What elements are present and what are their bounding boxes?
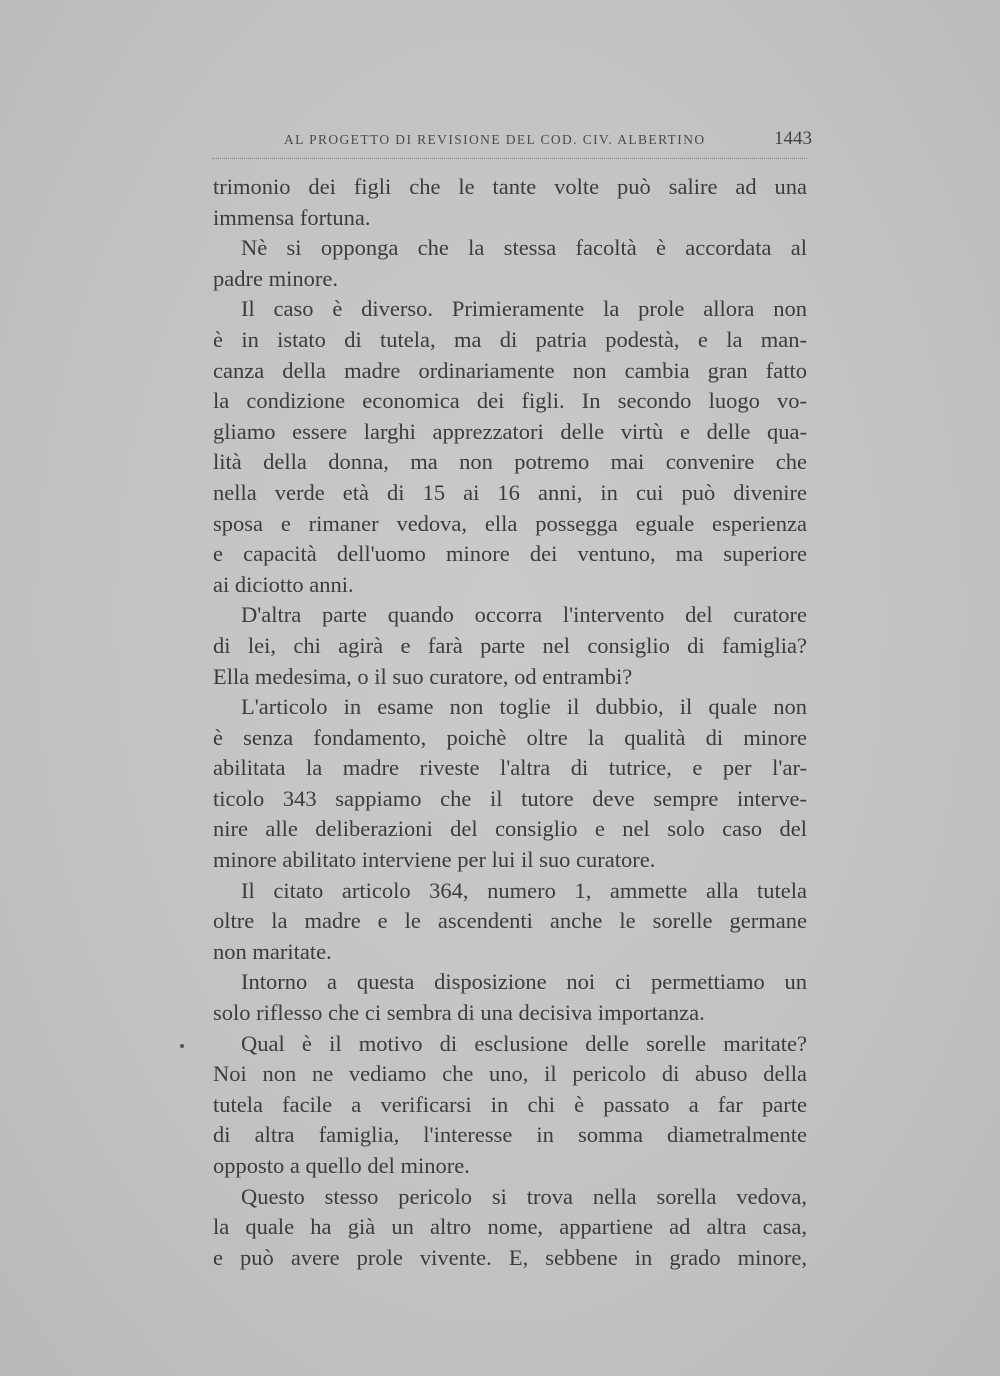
text-line: Questo stesso pericolo si trova nella sorella vedova, — [241, 1183, 807, 1209]
text-line: minore abilitato interviene per lui il suo curatore. — [213, 847, 656, 873]
text-line: Il caso è diverso. Primieramente la prole allora non — [241, 296, 807, 322]
text-line: D'altra parte quando occorra l'intervento del curatore — [241, 602, 807, 628]
body-text — [213, 172, 807, 1273]
text-line: padre minore. — [213, 265, 338, 291]
text-line: la condizione economica dei figli. In secondo luogo vo- — [213, 388, 807, 414]
text-line: gliamo essere larghi apprezzatori delle virtù e delle qua- — [213, 418, 807, 444]
text-line: abilitata la madre riveste l'altra di tutrice, e per l'ar- — [213, 755, 807, 781]
text-line: nella verde età di 15 ai 16 anni, in cui può divenire — [213, 479, 807, 505]
text-line: ticolo 343 sappiamo che il tutore deve sempre interve- — [213, 785, 807, 811]
running-title: AL PROGETTO DI REVISIONE DEL COD. CIV. ALBERTINO — [284, 132, 706, 147]
text-line: è in istato di tutela, ma di patria podestà, e la man- — [213, 326, 807, 352]
text-line: e capacità dell'uomo minore dei ventuno, ma superiore — [213, 541, 807, 567]
text-line: tutela facile a verificarsi in chi è passato a far parte — [213, 1091, 807, 1117]
text-line: Ella medesima, o il suo curatore, od entrambi? — [213, 663, 633, 689]
text-line: Noi non ne vediamo che uno, il pericolo di abuso della — [213, 1061, 807, 1087]
text-line: Nè si opponga che la stessa facoltà è accordata al — [241, 235, 807, 261]
text-line: immensa fortuna. — [213, 204, 371, 230]
running-head — [212, 128, 812, 158]
text-line: Intorno a questa disposizione noi ci permettiamo un — [241, 969, 807, 995]
text-line: solo riflesso che ci sembra di una decisiva importanza. — [213, 1000, 705, 1026]
text-line: di lei, chi agirà e farà parte nel consiglio di famiglia? — [213, 632, 807, 658]
text-line: Il citato articolo 364, numero 1, ammette alla tutela — [241, 877, 807, 903]
text-line: lità della donna, ma non potremo mai convenire che — [213, 449, 807, 475]
text-line: di altra famiglia, l'interesse in somma diametralmente — [213, 1122, 807, 1148]
text-line: non maritate. — [213, 938, 332, 964]
text-line: canza della madre ordinariamente non cambia gran fatto — [213, 357, 807, 383]
text-line: L'articolo in esame non toglie il dubbio, il quale non — [241, 694, 807, 720]
text-line: ai diciotto anni. — [213, 571, 354, 597]
margin-mark — [180, 1044, 184, 1048]
text-line: sposa e rimaner vedova, ella possegga eguale esperienza — [213, 510, 807, 536]
text-line: trimonio dei figli che le tante volte può salire ad una — [213, 174, 807, 199]
text-line: opposto a quello del minore. — [213, 1153, 470, 1178]
text-line: la quale ha già un altro nome, appartiene ad altra casa, — [213, 1214, 807, 1240]
text-line: nire alle deliberazioni del consiglio e nel solo caso del — [213, 816, 807, 842]
header-rule — [212, 158, 807, 159]
text-line: oltre la madre e le ascendenti anche le sorelle germane — [213, 908, 807, 934]
text-line: Qual è il motivo di esclusione delle sorelle maritate? — [241, 1030, 807, 1056]
text-line: e può avere prole vivente. E, sebbene in grado minore, — [213, 1244, 807, 1270]
page-number: 1443 — [774, 128, 812, 149]
text-line: è senza fondamento, poichè oltre la qualità di minore — [213, 724, 807, 750]
